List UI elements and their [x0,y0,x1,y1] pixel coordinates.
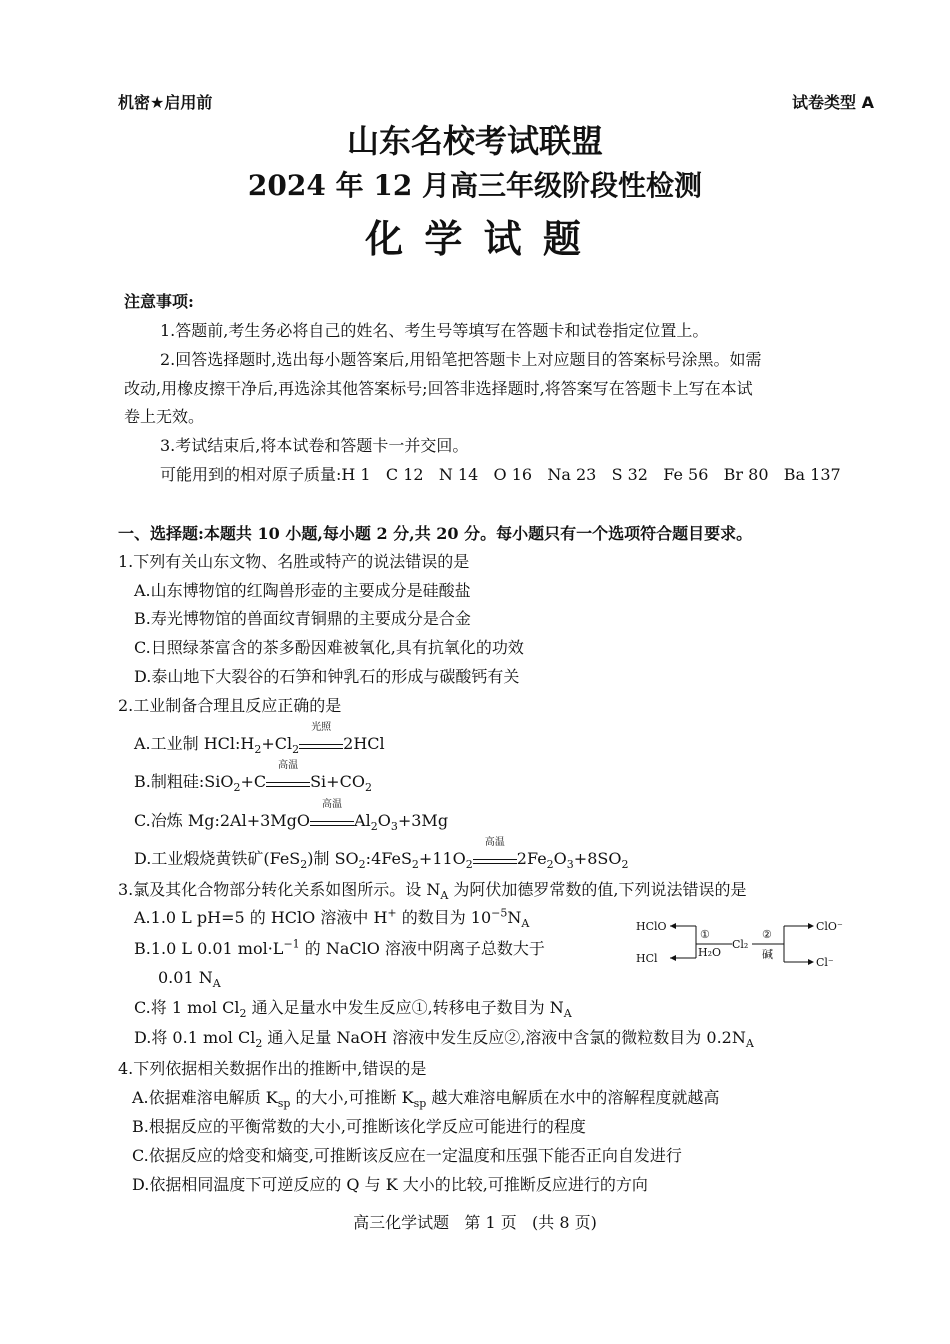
q3-c-head: C.将 1 mol Cl [134,998,240,1017]
diagram-step-2: ② [762,928,772,941]
q3-d-tail: 通入足量 NaOH 溶液中发生反应②,溶液中含氯的微粒数目为 0.2N [262,1028,746,1047]
exam-union-title: 山东名校考试联盟 [346,122,603,160]
subject-title: 化 学 试 题 [365,216,585,261]
q3-b-tail: 的 NaClO 溶液中阴离子总数大于 [299,939,545,958]
q2-d-condition-text: 高温 [484,837,505,848]
arrowhead-hcl [670,955,676,961]
q2-d-product: 2Fe [516,849,547,868]
notice-item-3: 3.考试结束后,将本试卷和答题卡一并交回。 [160,436,469,455]
notice-item-2-line-1: 2.回答选择题时,选出每小题答案后,用铅笔把答题卡上对应题目的答案标号涂黑。如需 [160,350,762,369]
q3-stem-tail: 为阿伏加德罗常数的值,下列说法错误的是 [448,880,747,899]
q2-option-a: A.工业制 $HCl:H_2+Cl_2$ 光照 2HCl [134,722,385,757]
q2-option-b: B.制粗硅:SiO$_2$+C 高温 $Si+CO_2$ [134,760,372,795]
q1-option-b: B.寿光博物馆的兽面纹青铜鼎的主要成分是合金 [134,609,471,628]
confidential-label: 机密★启用前 [118,93,213,112]
q2-c-condition-text: 高温 [322,799,343,810]
q1-option-d: D.泰山地下大裂谷的石笋和钟乳石的形成与碳酸钙有关 [134,667,520,686]
chlorine-conversion-diagram [634,914,854,974]
q2-b-product: Si+CO [310,772,365,791]
q2-option-d: D.工业煅烧黄铁矿(FeS$_2$)制 $SO_2:4FeS_2+11O_2$ 高温 $2Fe_2O_3+8SO_2$ [134,837,629,872]
q2-a-prefix: A.工业制 HCl:H [134,734,255,753]
notice-heading: 注意事项: [124,292,194,311]
q2-c-prefix: C.冶炼 Mg:2Al+3MgO [134,811,311,830]
q2-option-c: C.冶炼 Mg:2Al+3MgO 高温 $Al_2O_3+3Mg$ [134,799,449,834]
q1-stem: 1.下列有关山东文物、名胜或特产的说法错误的是 [118,552,470,571]
q3-c-tail: 通入足量水中发生反应①,转移电子数目为 N [246,998,564,1017]
notice-item-1: 1.答题前,考生务必将自己的姓名、考生号等填写在答题卡和试卷指定位置上。 [160,321,709,340]
q3-d-head: D.将 0.1 mol Cl [134,1028,256,1047]
q2-d-mid: )制 SO [307,849,359,868]
q2-c-product: Al [354,811,371,830]
q1-option-c: C.日照绿茶富含的茶多酚因难被氧化,具有抗氧化的功效 [134,638,524,657]
q2-b-condition-text: 高温 [278,760,299,771]
diagram-water: H₂O [698,946,722,959]
q3-a-tail: 的数目为 10 [396,908,492,927]
q3-b-line-2-text: 0.01 N [158,968,213,987]
q4-a-tail: 越大难溶电解质在水中的溶解程度就越高 [426,1088,720,1107]
q4-a-head: A.依据难溶电解质 K [132,1088,278,1107]
q4-option-a: A.依据难溶电解质 $K_{sp}$ 的大小,可推断 $K_{sp}$ 越大难溶电解质在水中的溶解程度就越高 [132,1088,720,1111]
diagram-step-1: ① [700,928,710,941]
q2-a-condition-text: 光照 [311,722,332,733]
diagram-hcl: HCl [636,952,658,965]
q3-a-head: A.1.0 L pH=5 的 HClO 溶液中 H [134,908,388,927]
q2-d-eq: :4FeS [365,849,412,868]
atomic-masses: 可能用到的相对原子质量:H 1 C 12 N 14 O 16 Na 23 S 32 Fe 56 Br 80 Ba 137 [160,465,841,484]
notice-item-2-line-2: 改动,用橡皮擦干净后,再选涂其他答案标号;回答非选择题时,将答案写在答题卡上写在本试 [124,379,753,398]
diagram-cl-minus: Cl⁻ [816,956,834,969]
q2-stem: 2.工业制备合理且反应正确的是 [118,696,342,715]
section-1-heading: 一、选择题:本题共 10 小题,每小题 2 分,共 20 分。每小题只有一个选项符合题目要求。 [118,524,753,543]
page-footer: 高三化学试题 第 1 页 (共 8 页) [353,1213,597,1232]
q3-stem: 3.氯及其化合物部分转化关系如图所示。设 $N_A$ 为阿伏加德罗常数的值,下列说法错误的是 [118,880,747,903]
arrowhead-hclo [670,923,676,929]
q3-option-b-line-1: B.1.0 L 0.01 $mol\cdot L^{-1}$ 的 NaClO 溶液中阴离子总数大于 [134,937,545,958]
diagram-clo-minus: ClO⁻ [816,920,843,933]
q2-a-product: 2HCl [343,734,385,753]
q2-c-condition [310,799,354,826]
q3-option-b-line-2: 0.01 $N_A$ [158,968,221,991]
q1-option-a: A.山东博物馆的红陶兽形壶的主要成分是硅酸盐 [134,581,471,600]
arrowhead-cl [808,959,814,965]
q2-b-condition [266,760,310,787]
q3-b-head: B.1.0 L 0.01 mol·L [134,939,284,958]
paper-type-label: 试卷类型 A [792,93,874,112]
notice-item-2-line-3: 卷上无效。 [124,407,205,426]
diagram-cl2: Cl₂ [732,938,749,951]
q3-option-d: D.将 0.1 mol $Cl_2$ 通入足量 NaOH 溶液中发生反应②,溶液中含氯的微粒数目为 $0.2N_A$ [134,1028,754,1051]
q4-option-c: C.依据反应的焓变和熵变,可推断该反应在一定温度和压强下能否正向自发进行 [132,1146,682,1165]
arrowhead-clo [808,923,814,929]
q4-a-mid: 的大小,可推断 K [290,1088,414,1107]
q2-d-condition [473,837,517,864]
q2-a-condition [299,722,343,749]
q4-stem: 4.下列依据相关数据作出的推断中,错误的是 [118,1059,427,1078]
q4-option-d: D.依据相同温度下可逆反应的 Q 与 K 大小的比较,可推断反应进行的方向 [132,1175,648,1194]
diagram-hclo: HClO [636,920,667,933]
q3-option-a: A.1.0 L pH=5 的 HClO 溶液中 H+ 的数目为 $10^{-5}N_A$ [134,906,530,931]
q2-d-prefix: D.工业煅烧黄铁矿(FeS [134,849,301,868]
diagram-base: 碱 [762,948,773,961]
q3-stem-head: 3.氯及其化合物部分转化关系如图所示。设 N [118,880,441,899]
q4-option-b: B.根据反应的平衡常数的大小,可推断该化学反应可能进行的程度 [132,1117,586,1136]
q2-b-prefix: B.制粗硅:SiO [134,772,234,791]
exam-name-title: 2024 年 12 月高三年级阶段性检测 [247,169,703,202]
q3-option-c: C.将 1 mol $Cl_2$ 通入足量水中发生反应①,转移电子数目为 $N_A$ [134,998,572,1021]
